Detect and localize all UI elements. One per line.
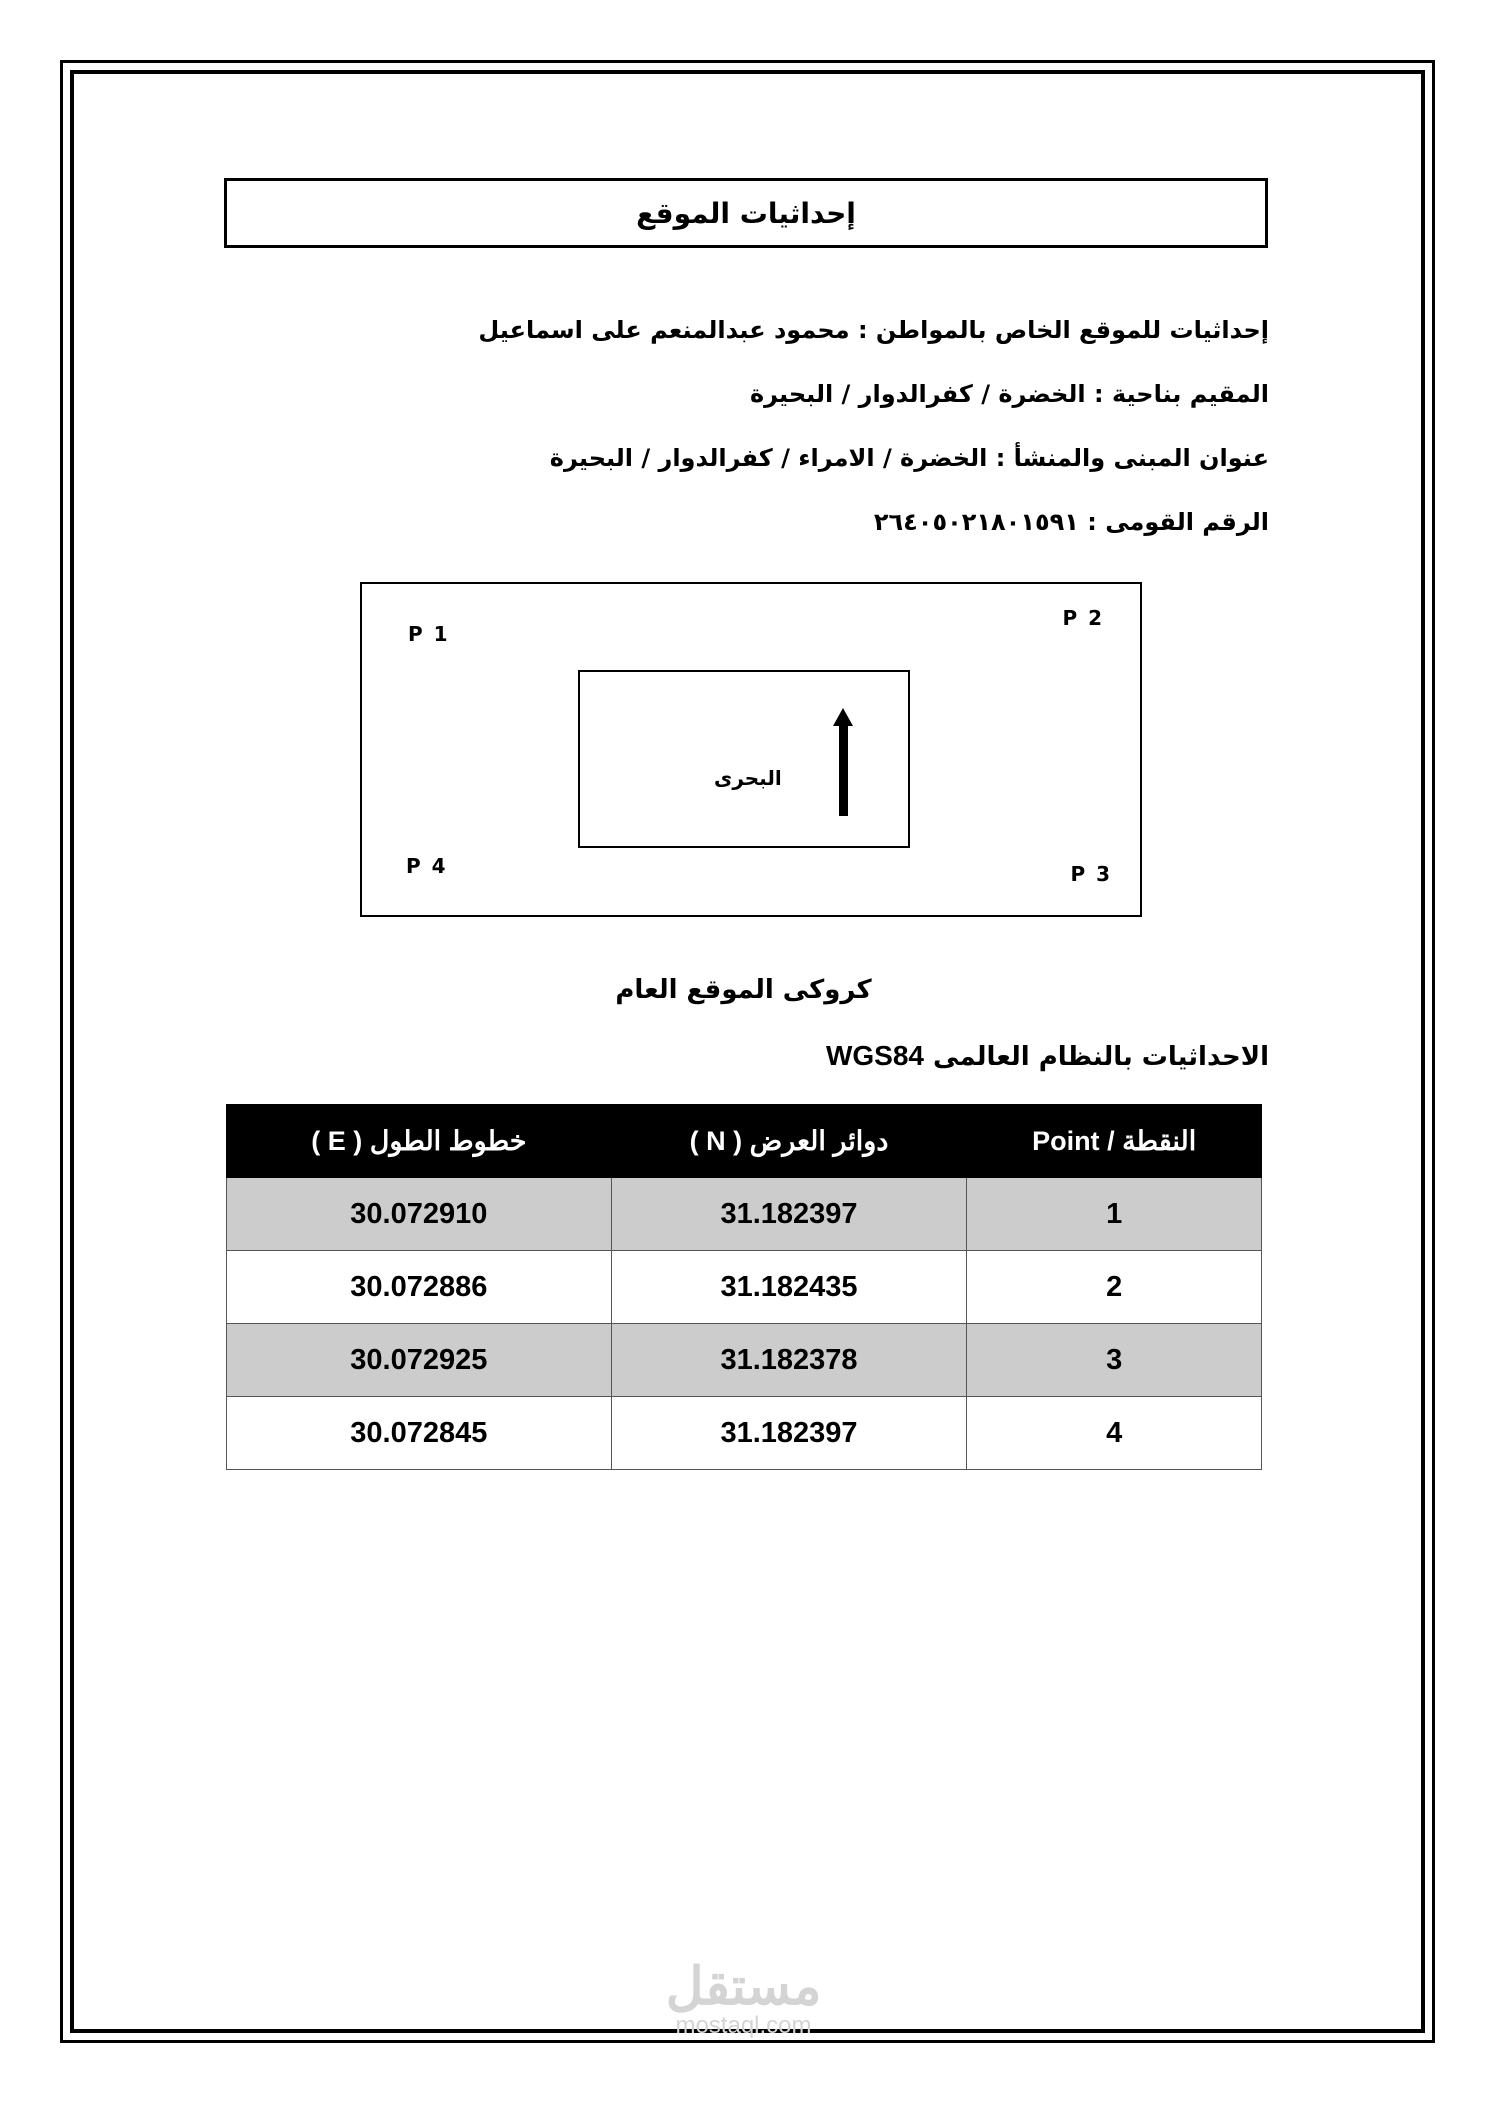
watermark-url: mostaql.com xyxy=(675,2012,812,2039)
cell-point: 4 xyxy=(967,1397,1262,1470)
sketch-caption: كروكى الموقع العام xyxy=(615,975,872,1005)
watermark xyxy=(0,1960,1487,2038)
cell-longitude: 30.072886 xyxy=(227,1251,612,1324)
residence-line: المقيم بناحية : الخضرة / كفرالدوار / البحيرة xyxy=(749,380,1269,408)
point-label-p1: P 1 xyxy=(408,622,450,646)
cell-longitude: 30.072845 xyxy=(227,1397,612,1470)
page-title-text: إحداثيات الموقع xyxy=(636,196,856,230)
coordinate-system-label: الاحداثيات بالنظام العالمى xyxy=(933,1042,1269,1072)
cell-latitude: 31.182397 xyxy=(611,1178,967,1251)
table-header-row xyxy=(227,1105,1262,1178)
cell-longitude: 30.072910 xyxy=(227,1178,612,1251)
address-line: عنوان المبنى والمنشأ : الخضرة / الامراء / كفرالدوار / البحيرة xyxy=(549,444,1269,472)
point-label-p4: P 4 xyxy=(406,854,448,878)
cell-point: 2 xyxy=(967,1251,1262,1324)
cell-point: 3 xyxy=(967,1324,1262,1397)
cell-longitude: 30.072925 xyxy=(227,1324,612,1397)
building-plot xyxy=(578,670,910,848)
watermark-logo: مستقل xyxy=(665,1958,822,2016)
header-point: النقطة / Point xyxy=(967,1105,1262,1178)
cell-latitude: 31.182397 xyxy=(611,1397,967,1470)
cell-latitude: 31.182378 xyxy=(611,1324,967,1397)
table-row xyxy=(227,1251,1262,1324)
north-label: البحرى xyxy=(714,766,782,790)
table-row xyxy=(227,1397,1262,1470)
header-latitude: دوائر العرض ( N ) xyxy=(611,1105,967,1178)
point-label-p2: P 2 xyxy=(1062,606,1104,630)
point-label-p3: P 3 xyxy=(1070,862,1112,886)
coordinates-table xyxy=(226,1104,1262,1470)
header-longitude: خطوط الطول ( E ) xyxy=(227,1105,612,1178)
page-title xyxy=(224,178,1268,248)
national-id-line: الرقم القومى : ٢٦٤٠٥٠٢١٨٠١٥٩١ xyxy=(873,508,1269,536)
site-sketch xyxy=(360,582,1142,917)
cell-point: 1 xyxy=(967,1178,1262,1251)
coordinate-system-name: WGS84 xyxy=(825,1040,924,1071)
citizen-line: إحداثيات للموقع الخاص بالمواطن : محمود عبدالمنعم على اسماعيل xyxy=(478,316,1269,344)
table-row xyxy=(227,1324,1262,1397)
coordinate-system-title xyxy=(826,1040,1269,1072)
table-row xyxy=(227,1178,1262,1251)
cell-latitude: 31.182435 xyxy=(611,1251,967,1324)
